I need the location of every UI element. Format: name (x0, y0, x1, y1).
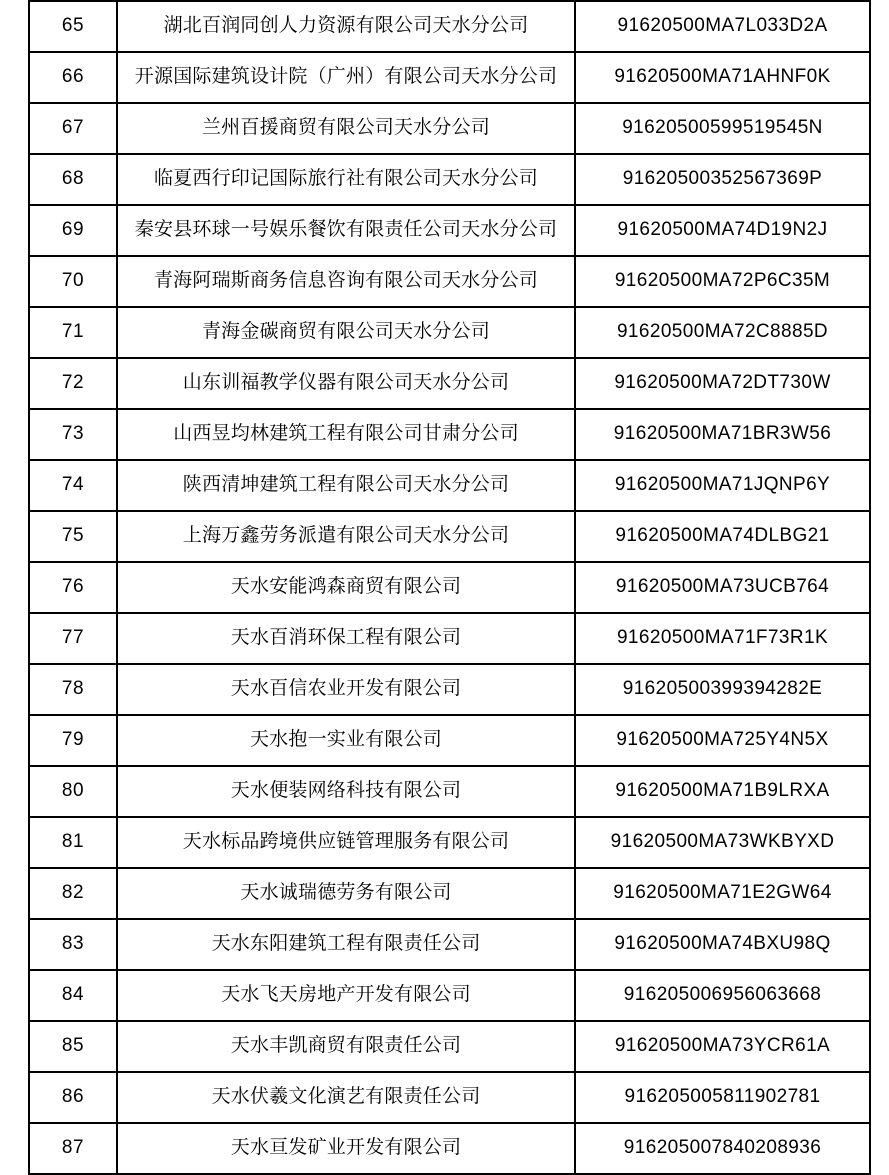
company-name: 天水飞天房地产开发有限公司 (117, 970, 575, 1021)
company-name: 天水抱一实业有限公司 (117, 715, 575, 766)
table-row (29, 205, 870, 256)
table-row (29, 1, 870, 52)
table-row (29, 1123, 870, 1174)
company-name: 天水百消环保工程有限公司 (117, 613, 575, 664)
credit-code: 91620500MA725Y4N5X (575, 715, 870, 766)
credit-code: 91620500352567369P (575, 154, 870, 205)
credit-code: 91620500MA74DLBG21 (575, 511, 870, 562)
company-name: 天水百信农业开发有限公司 (117, 664, 575, 715)
company-name: 湖北百润同创人力资源有限公司天水分公司 (117, 1, 575, 52)
company-name: 天水亘发矿业开发有限公司 (117, 1123, 575, 1174)
company-name: 青海金碳商贸有限公司天水分公司 (117, 307, 575, 358)
company-name: 开源国际建筑设计院（广州）有限公司天水分公司 (117, 52, 575, 103)
row-index: 84 (29, 970, 117, 1021)
credit-code: 91620500MA71AHNF0K (575, 52, 870, 103)
table-row (29, 154, 870, 205)
table-row (29, 1072, 870, 1123)
company-name: 兰州百援商贸有限公司天水分公司 (117, 103, 575, 154)
row-index: 87 (29, 1123, 117, 1174)
company-name: 天水东阳建筑工程有限责任公司 (117, 919, 575, 970)
table-row (29, 1021, 870, 1072)
credit-code: 91620500399394282E (575, 664, 870, 715)
company-name: 秦安县环球一号娱乐餐饮有限责任公司天水分公司 (117, 205, 575, 256)
table-row (29, 970, 870, 1021)
table-row (29, 766, 870, 817)
credit-code: 91620500MA71F73R1K (575, 613, 870, 664)
credit-code: 91620500MA71BR3W56 (575, 409, 870, 460)
row-index: 83 (29, 919, 117, 970)
row-index: 71 (29, 307, 117, 358)
credit-code: 91620500MA71E2GW64 (575, 868, 870, 919)
credit-code: 916205006956063668 (575, 970, 870, 1021)
company-name: 天水诚瑞德劳务有限公司 (117, 868, 575, 919)
row-index: 81 (29, 817, 117, 868)
table-row (29, 358, 870, 409)
company-name: 天水标品跨境供应链管理服务有限公司 (117, 817, 575, 868)
table-row (29, 664, 870, 715)
table-row (29, 562, 870, 613)
table-row (29, 256, 870, 307)
row-index: 77 (29, 613, 117, 664)
table-row (29, 868, 870, 919)
company-name: 山东训福教学仪器有限公司天水分公司 (117, 358, 575, 409)
row-index: 76 (29, 562, 117, 613)
credit-code: 91620500MA73WKBYXD (575, 817, 870, 868)
credit-code: 91620500599519545N (575, 103, 870, 154)
credit-code: 91620500MA71JQNP6Y (575, 460, 870, 511)
table-row (29, 460, 870, 511)
credit-code: 91620500MA72DT730W (575, 358, 870, 409)
row-index: 85 (29, 1021, 117, 1072)
row-index: 72 (29, 358, 117, 409)
credit-code: 91620500MA74BXU98Q (575, 919, 870, 970)
table-row (29, 103, 870, 154)
credit-code: 916205005811902781 (575, 1072, 870, 1123)
table-row (29, 409, 870, 460)
row-index: 65 (29, 1, 117, 52)
company-name: 上海万鑫劳务派遣有限公司天水分公司 (117, 511, 575, 562)
credit-code: 91620500MA73YCR61A (575, 1021, 870, 1072)
table-row (29, 52, 870, 103)
table-row (29, 919, 870, 970)
registry-table (28, 0, 871, 1175)
credit-code: 91620500MA72C8885D (575, 307, 870, 358)
company-name: 山西昱均林建筑工程有限公司甘肃分公司 (117, 409, 575, 460)
table-row (29, 613, 870, 664)
company-name: 青海阿瑞斯商务信息咨询有限公司天水分公司 (117, 256, 575, 307)
credit-code: 91620500MA74D19N2J (575, 205, 870, 256)
company-name: 天水安能鸿森商贸有限公司 (117, 562, 575, 613)
credit-code: 916205007840208936 (575, 1123, 870, 1174)
table-row (29, 307, 870, 358)
credit-code: 91620500MA71B9LRXA (575, 766, 870, 817)
row-index: 68 (29, 154, 117, 205)
table-row (29, 511, 870, 562)
row-index: 74 (29, 460, 117, 511)
row-index: 80 (29, 766, 117, 817)
table-body (29, 1, 870, 1174)
row-index: 86 (29, 1072, 117, 1123)
row-index: 69 (29, 205, 117, 256)
company-name: 天水便装网络科技有限公司 (117, 766, 575, 817)
row-index: 79 (29, 715, 117, 766)
credit-code: 91620500MA73UCB764 (575, 562, 870, 613)
row-index: 67 (29, 103, 117, 154)
company-name: 天水丰凯商贸有限责任公司 (117, 1021, 575, 1072)
table-row (29, 817, 870, 868)
company-name: 陕西清坤建筑工程有限公司天水分公司 (117, 460, 575, 511)
credit-code: 91620500MA7L033D2A (575, 1, 870, 52)
row-index: 73 (29, 409, 117, 460)
row-index: 75 (29, 511, 117, 562)
company-name: 天水伏羲文化演艺有限责任公司 (117, 1072, 575, 1123)
row-index: 82 (29, 868, 117, 919)
company-name: 临夏西行印记国际旅行社有限公司天水分公司 (117, 154, 575, 205)
row-index: 70 (29, 256, 117, 307)
table-row (29, 715, 870, 766)
credit-code: 91620500MA72P6C35M (575, 256, 870, 307)
row-index: 78 (29, 664, 117, 715)
row-index: 66 (29, 52, 117, 103)
